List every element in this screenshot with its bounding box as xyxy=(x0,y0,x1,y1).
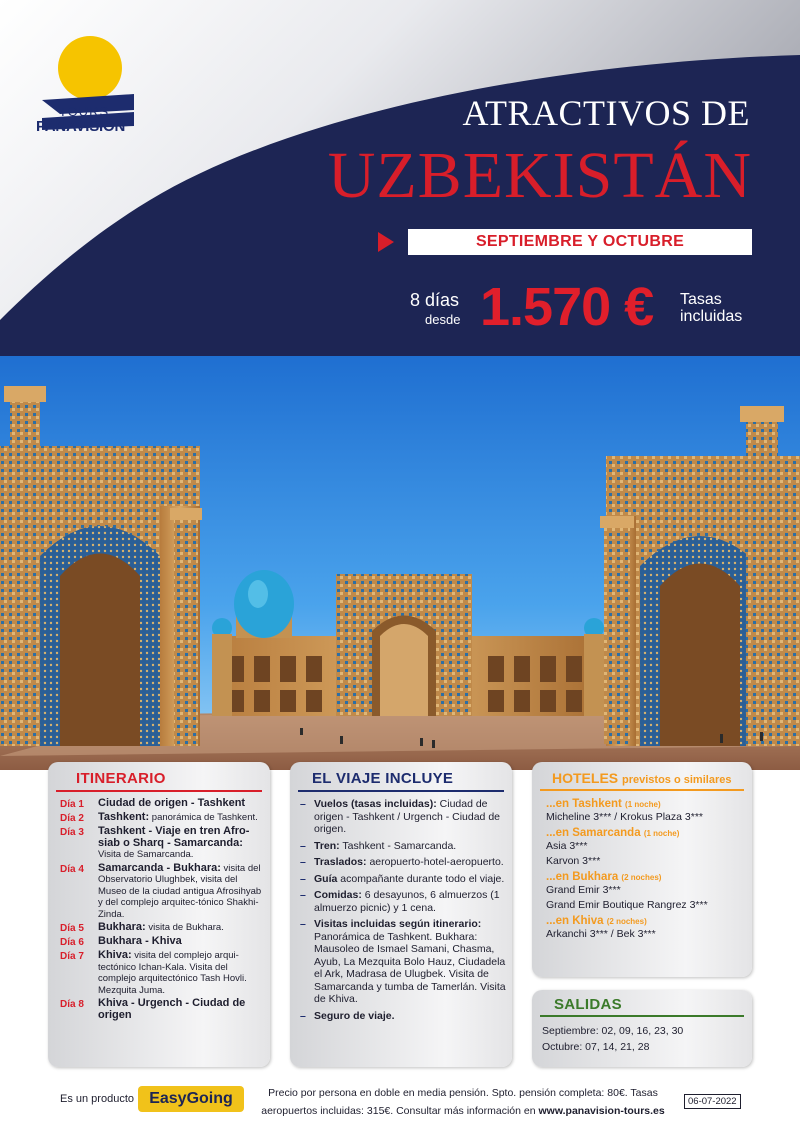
title-small: ATRACTIVOS DE xyxy=(462,93,750,133)
day-number: Día 7 xyxy=(60,951,84,962)
dash-bullet-icon: – xyxy=(300,889,306,901)
itinerary-day-6 xyxy=(60,936,266,948)
hotel-name: Grand Emir 3*** xyxy=(546,884,621,896)
hotel-name: Grand Emir Boutique Rangrez 3*** xyxy=(546,899,708,911)
day-description xyxy=(98,863,266,921)
day-title: Tashkent - Viaje en tren Afro-siab o Sharq - Samarcanda: xyxy=(98,825,250,849)
taxes-line-2: incluidas xyxy=(680,308,743,325)
day-title: Samarcanda - Bukhara: xyxy=(98,861,221,874)
hotel-name: Micheline 3*** / Krokus Plaza 3*** xyxy=(546,811,703,823)
day-description xyxy=(98,798,245,810)
day-number: Día 8 xyxy=(60,999,84,1010)
day-title: Khiva - Urgench - Ciudad de origen xyxy=(98,997,246,1021)
itinerary-panel xyxy=(48,762,270,1067)
product-label: Es un producto xyxy=(60,1093,134,1105)
dash-bullet-icon: – xyxy=(300,839,306,852)
includes-title: EL VIAJE INCLUYE xyxy=(312,770,454,787)
day-number: Día 2 xyxy=(60,813,84,824)
day-title: Khiva: xyxy=(98,949,132,961)
city-nights: (2 noches) xyxy=(606,917,647,926)
include-bold: Traslados: xyxy=(314,856,367,868)
include-bold: Comidas: xyxy=(314,889,362,901)
day-title: Bukhara - Khiva xyxy=(98,935,182,947)
hotel-city xyxy=(546,798,746,810)
day-number: Día 3 xyxy=(60,827,84,838)
include-item xyxy=(300,856,506,869)
day-detail: visita del Observatorio Ulughbek, visita del Museo de la ciudad antigua Afrosihyab y del complejo arquitec-tónico Shakhi-Zinda. xyxy=(98,862,262,920)
include-bold: Seguro de viaje. xyxy=(314,1009,395,1022)
hotels-subtitle: previstos o similares xyxy=(622,774,732,786)
include-item xyxy=(300,918,506,1006)
include-text xyxy=(314,840,456,853)
hotel-name: Karvon 3*** xyxy=(546,855,601,867)
day-number: Día 5 xyxy=(60,923,84,934)
itinerary-day-1 xyxy=(60,798,266,810)
price-from-label: desde xyxy=(425,312,461,327)
includes-panel xyxy=(290,762,512,1067)
travel-dates-bar: SEPTIEMBRE Y OCTUBRE xyxy=(408,229,752,255)
city-nights: (2 noches) xyxy=(621,873,662,882)
hotels-panel xyxy=(532,762,752,977)
hotels-title-main: HOTELES xyxy=(552,770,619,786)
includes-divider xyxy=(298,790,504,792)
include-bold: Guía xyxy=(314,872,338,885)
registan-illustration xyxy=(0,356,800,770)
dash-bullet-icon: – xyxy=(300,798,306,810)
include-detail: Tashkent - Samarcanda. xyxy=(339,839,457,852)
hotel-city xyxy=(546,871,746,883)
itinerary-day-3 xyxy=(60,826,266,861)
include-item xyxy=(300,889,506,914)
includes-list xyxy=(300,798,506,1026)
conditions-text: aeropuertos incluidas: 315€. Consultar más información en xyxy=(261,1105,539,1117)
logo-tours-text: TOURS xyxy=(58,104,110,119)
publication-date: 06-07-2022 xyxy=(684,1094,741,1109)
include-item xyxy=(300,798,506,836)
include-bold: Visitas incluidas según itinerario: xyxy=(314,918,482,930)
taxes-line-1: Tasas xyxy=(680,291,722,308)
departure-line: Septiembre: 02, 09, 16, 23, 30 xyxy=(542,1025,684,1037)
trip-duration: 8 días xyxy=(410,290,460,310)
day-description xyxy=(98,936,182,948)
city-name: ...en Bukhara xyxy=(546,871,619,883)
include-detail: aeropuerto-hotel-aeropuerto. xyxy=(366,856,504,868)
dash-bullet-icon: – xyxy=(300,872,306,885)
dash-bullet-icon: – xyxy=(300,856,306,868)
header-banner xyxy=(0,0,800,356)
city-nights: (1 noche) xyxy=(643,829,680,838)
departures-title: SALIDAS xyxy=(554,996,622,1013)
day-number: Día 6 xyxy=(60,937,84,948)
city-nights: (1 noche) xyxy=(625,800,661,809)
hotels-divider xyxy=(540,789,744,791)
include-detail: 6 desayunos, 6 almuerzos (1 almuerzo picnic) y 1 cena. xyxy=(314,889,500,914)
include-text xyxy=(314,856,504,869)
hotel-city xyxy=(546,827,746,839)
itinerary-list xyxy=(60,798,266,1023)
taxes-included-label xyxy=(680,291,742,325)
itinerary-day-4 xyxy=(60,863,266,921)
arrow-right-icon xyxy=(378,232,394,252)
include-text xyxy=(314,889,506,914)
day-detail: visita del complejo arqui-tectónico Ichan-Kala. Visita del complejo arquitectónico Tash Hovli. Mezquita Juma. xyxy=(98,950,247,996)
conditions-line-2 xyxy=(258,1102,668,1120)
itinerary-day-7 xyxy=(60,950,266,996)
dash-bullet-icon: – xyxy=(300,918,306,930)
itinerary-divider xyxy=(56,790,262,792)
conditions-line-1: Precio por persona en doble en media pensión. Spto. pensión completa: 80€. Tasas xyxy=(268,1087,658,1099)
day-detail: visita de Bukhara. xyxy=(145,922,224,933)
departure-line: Octubre: 07, 14, 21, 28 xyxy=(542,1041,650,1053)
day-detail: panorámica de Tashkent. xyxy=(149,812,258,823)
include-text xyxy=(314,798,506,836)
price-conditions xyxy=(258,1084,668,1120)
city-name: ...en Samarcanda xyxy=(546,827,641,839)
day-number: Día 1 xyxy=(60,799,84,810)
day-description xyxy=(98,998,266,1021)
itinerary-day-8 xyxy=(60,998,266,1021)
itinerary-day-5 xyxy=(60,922,266,934)
hotel-name: Arkanchi 3*** / Bek 3*** xyxy=(546,928,656,940)
include-text xyxy=(314,918,506,1006)
include-detail: Panorámica de Tashkent. Bukhara: Mausoleo de Ismael Samani, Chasma, Ayub, La Mezquita Bolo Hauz, Ciudadela el Ark, Madrasa de Ulugbek. Visita de Samarcanda y tumba de Tamerlán. Visita de Khiva. xyxy=(314,930,506,1005)
include-text xyxy=(314,873,504,886)
day-description xyxy=(98,826,266,861)
hotels-list xyxy=(546,796,746,942)
day-description xyxy=(98,922,224,934)
website-link[interactable]: www.panavision-tours.es xyxy=(538,1105,665,1117)
hotel-city xyxy=(546,915,746,927)
include-detail: acompañante durante todo el viaje. xyxy=(337,872,505,885)
day-number: Día 4 xyxy=(60,863,84,875)
logo-brand-name: PANAVISIÓN xyxy=(36,118,126,135)
day-detail: Visita de Samarcanda. xyxy=(98,849,194,860)
itinerary-title: ITINERARIO xyxy=(76,770,166,787)
include-detail: Ciudad de origen - Tashkent / Urgench - Ciudad de origen. xyxy=(314,798,500,835)
city-name: ...en Khiva xyxy=(546,915,604,927)
title-destination: UZBEKISTÁN xyxy=(327,139,752,212)
itinerary-day-2 xyxy=(60,812,266,824)
include-item xyxy=(300,873,506,886)
include-bold: Vuelos (tasas incluidas): xyxy=(314,798,437,810)
include-bold: Tren: xyxy=(314,839,340,852)
day-description xyxy=(98,950,266,996)
price: 1.570 € xyxy=(480,277,654,337)
city-name: ...en Tashkent xyxy=(546,798,622,810)
include-item xyxy=(300,1010,506,1023)
hotels-title xyxy=(552,770,731,786)
day-title: Ciudad de origen - Tashkent xyxy=(98,797,246,809)
registan-photo xyxy=(0,356,800,770)
easygoing-logo: EasyGoing xyxy=(138,1086,244,1112)
departures-panel xyxy=(532,990,752,1067)
hotel-name: Asia 3*** xyxy=(546,840,588,852)
day-description xyxy=(98,812,258,824)
departures-divider xyxy=(540,1015,744,1017)
include-item xyxy=(300,840,506,853)
departures-list xyxy=(542,1023,683,1055)
day-title: Tashkent: xyxy=(98,811,150,823)
day-title: Bukhara: xyxy=(98,921,146,933)
dash-bullet-icon: – xyxy=(300,1009,306,1022)
include-text xyxy=(314,1010,395,1023)
